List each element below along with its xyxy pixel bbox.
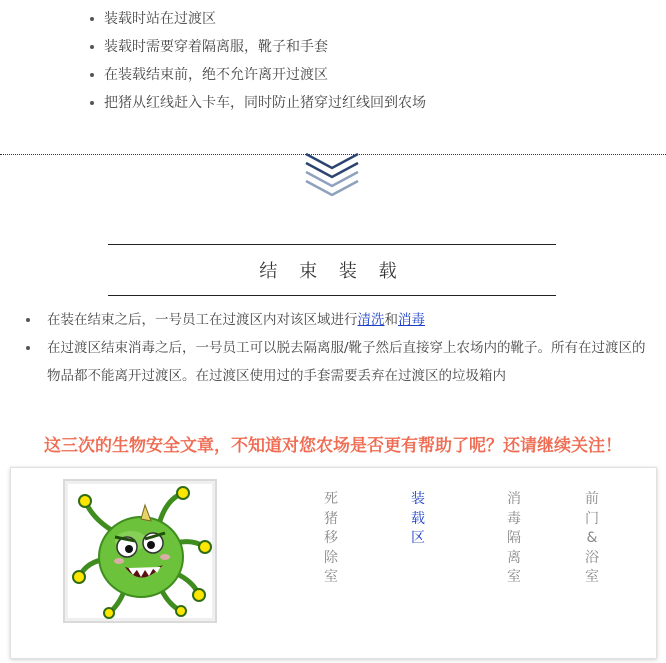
nav-char: 毒 [507, 510, 521, 527]
nav-char: 隔 [507, 530, 521, 546]
loading-rules-list [88, 8, 426, 120]
list-item: 把猪从红线赶入卡车，同时防止猪穿过红线回到农场 [88, 92, 426, 120]
list-item: 在过渡区结束消毒之后，一号员工可以脱去隔离服/靴子然后直接穿上农场内的靴子。所有在过渡区的物品都不能离开过渡区。在过渡区使用过的手套需要丢弃在过渡区的垃圾箱内 [26, 334, 656, 390]
nav-char: 移 [324, 530, 338, 546]
section-title-box [108, 244, 556, 296]
nav-char: 装 [411, 491, 425, 507]
navigation-card [10, 467, 657, 659]
nav-item-dead-pig-removal[interactable] [321, 490, 341, 588]
section-title: 结 束 装 载 [259, 261, 405, 282]
nav-item-disinfection-room[interactable] [504, 490, 524, 588]
list-item [26, 306, 656, 334]
nav-char: 消 [507, 491, 521, 507]
highlight-message: 这三次的生物安全文章，不知道对您农场是否更有帮助了呢？还请继续关注！ [44, 436, 622, 456]
nav-char: 区 [411, 530, 425, 546]
nav-char: 门 [585, 510, 599, 527]
double-chevron-down-icon [303, 150, 361, 196]
nav-char: 室 [324, 569, 338, 585]
end-loading-list [26, 306, 656, 390]
nav-char: 猪 [324, 510, 338, 527]
list-item: 装载时需要穿着隔离服，靴子和手套 [88, 36, 426, 64]
list-item-text: 在装在结束之后，一号员工在过渡区内对该区域进行 [47, 312, 358, 328]
list-item: 装载时站在过渡区 [88, 8, 426, 36]
nav-item-front-door-shower[interactable] [582, 490, 602, 588]
clean-link[interactable]: 清洗 [357, 312, 385, 328]
nav-char: & [586, 530, 598, 546]
nav-char: 除 [324, 549, 338, 566]
germ-image-frame [63, 479, 217, 623]
nav-char: 室 [507, 569, 521, 585]
disinfect-link[interactable]: 消毒 [398, 312, 425, 328]
nav-char: 前 [585, 491, 599, 507]
nav-char: 浴 [585, 549, 599, 566]
nav-item-loading-area[interactable] [408, 490, 428, 549]
nav-char: 死 [324, 491, 338, 507]
germ-cartoon-image [65, 481, 215, 621]
list-item: 在装载结束前，绝不允许离开过渡区 [88, 64, 426, 92]
nav-char: 室 [585, 569, 599, 585]
list-item-text: 和 [384, 312, 398, 328]
nav-char: 离 [507, 549, 521, 566]
nav-char: 载 [411, 510, 425, 527]
